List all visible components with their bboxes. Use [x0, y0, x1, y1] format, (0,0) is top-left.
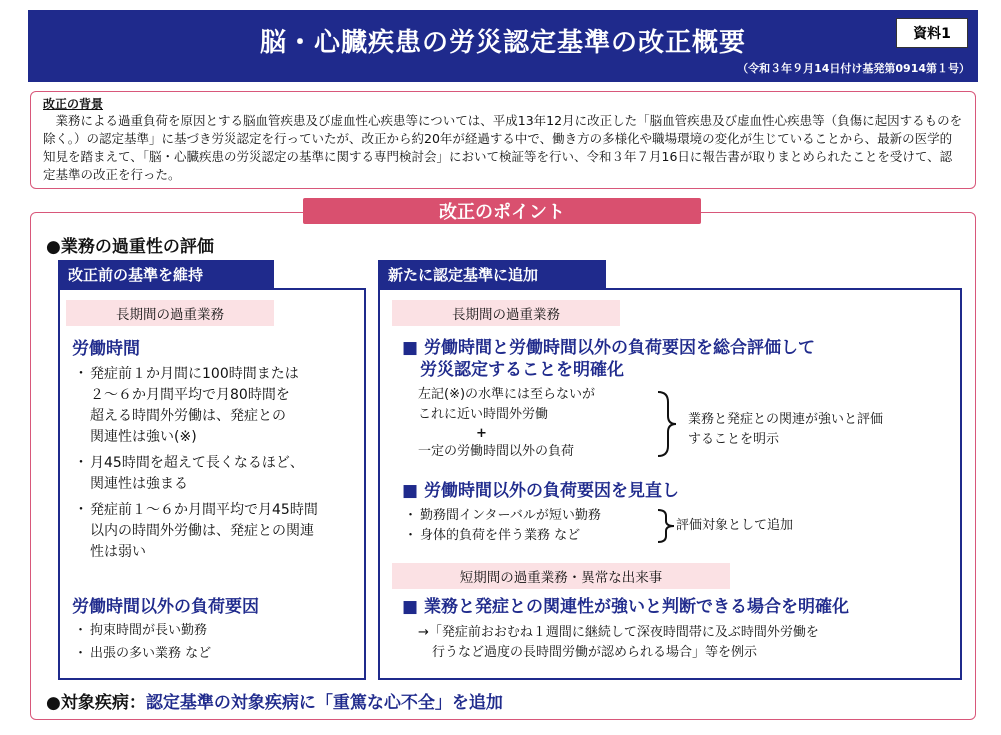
document-label: 資料1	[896, 18, 968, 48]
left-pill-long-term: 長期間の過重業務	[66, 300, 274, 326]
list-item: ・ 発症前１か月間に100時間または ２～６か月間平均で月80時間を 超える時間外労働は、発症との 関連性は強い(※)	[74, 366, 299, 445]
background-box	[30, 91, 976, 189]
right-pill-short-term: 短期間の過重業務・異常な出来事	[392, 563, 730, 589]
left-list-working-hours	[74, 364, 360, 563]
points-title: 改正のポイント	[303, 198, 701, 224]
right-heading-review-load: ■ 労働時間以外の負荷要因を見直し	[402, 481, 679, 501]
example-note: →「発症前おおむね１週間に継続して深夜時間帯に及ぶ時間外労働を 行うなど過度の長時間労働が認められる場合」等を例示	[418, 625, 819, 660]
section-target-disease: ●対象疾病：認定基準の対象疾病に「重篤な心不全」を追加	[46, 693, 503, 713]
right-heading-comprehensive: ■ 労働時間と労働時間以外の負荷要因を総合評価して	[402, 338, 815, 358]
background-body: 業務による過重負荷を原因とする脳血管疾患及び虚血性心疾患等については、平成13年12月に改正した「脳血管疾患及び虚血性心疾患等（負傷に起因するものを除く。）の認定基準」に基づき労災認定を行っていたが、改正から約20年が経過する中で、働き方の多様化や職場環境の変化が生じていることから、最新の医学的知見を踏まえて、「脳・心臓疾患の労災認定の基準に関する専門検討会」において検証等を行い、令和３年７月16日に報告書が取りまとめられたことを受けて、認定基準の改正を行った。	[43, 113, 963, 182]
condition-near-level: 左記(※)の水準には至らないが これに近い時間外労働	[418, 387, 596, 422]
title-banner	[28, 10, 978, 82]
list-item: ・ 月45時間を超えて長くなるほど、 関連性は強まる	[74, 455, 304, 492]
list-item: ・ 拘束時間が長い勤務	[74, 623, 208, 638]
page-title: 脳・心臓疾患の労災認定基準の改正概要	[259, 28, 746, 58]
left-heading-other-load: 労働時間以外の負荷要因	[72, 597, 259, 617]
left-column-tab: 改正前の基準を維持	[58, 260, 274, 288]
result-strong-relation: 業務と発症との関連が強いと評価 することを明示	[688, 412, 884, 447]
result-added-evaluation: 評価対象として追加	[676, 518, 794, 533]
right-pill-long-term: 長期間の過重業務	[392, 300, 620, 326]
list-item: ・ 勤務間インターバルが短い勤務	[404, 508, 601, 523]
background-heading: 改正の背景	[43, 97, 104, 111]
left-list-other-load	[74, 621, 354, 664]
right-list-review-load	[404, 506, 601, 546]
plus-sign: +	[476, 426, 487, 441]
list-item: ・ 出張の多い業務 など	[74, 646, 212, 661]
right-heading-clarify: ■ 業務と発症との関連性が強いと判断できる場合を明確化	[402, 597, 849, 617]
section-workload-evaluation: ●業務の過重性の評価	[46, 237, 214, 257]
right-heading-comprehensive-line2: 労災認定することを明確化	[420, 360, 624, 380]
notice-reference: （令和３年９月14日付け基発第0914第１号）	[737, 62, 970, 75]
list-item: ・ 発症前１～６か月間平均で月45時間 以内の時間外労働は、発症との関連 性は弱い	[74, 502, 318, 560]
left-heading-working-hours: 労働時間	[72, 339, 140, 359]
right-column-tab: 新たに認定基準に追加	[378, 260, 606, 288]
list-item: ・ 身体的負荷を伴う業務 など	[404, 528, 581, 543]
condition-other-load: 一定の労働時間以外の負荷	[418, 444, 575, 459]
right-brace-icon	[656, 390, 680, 458]
